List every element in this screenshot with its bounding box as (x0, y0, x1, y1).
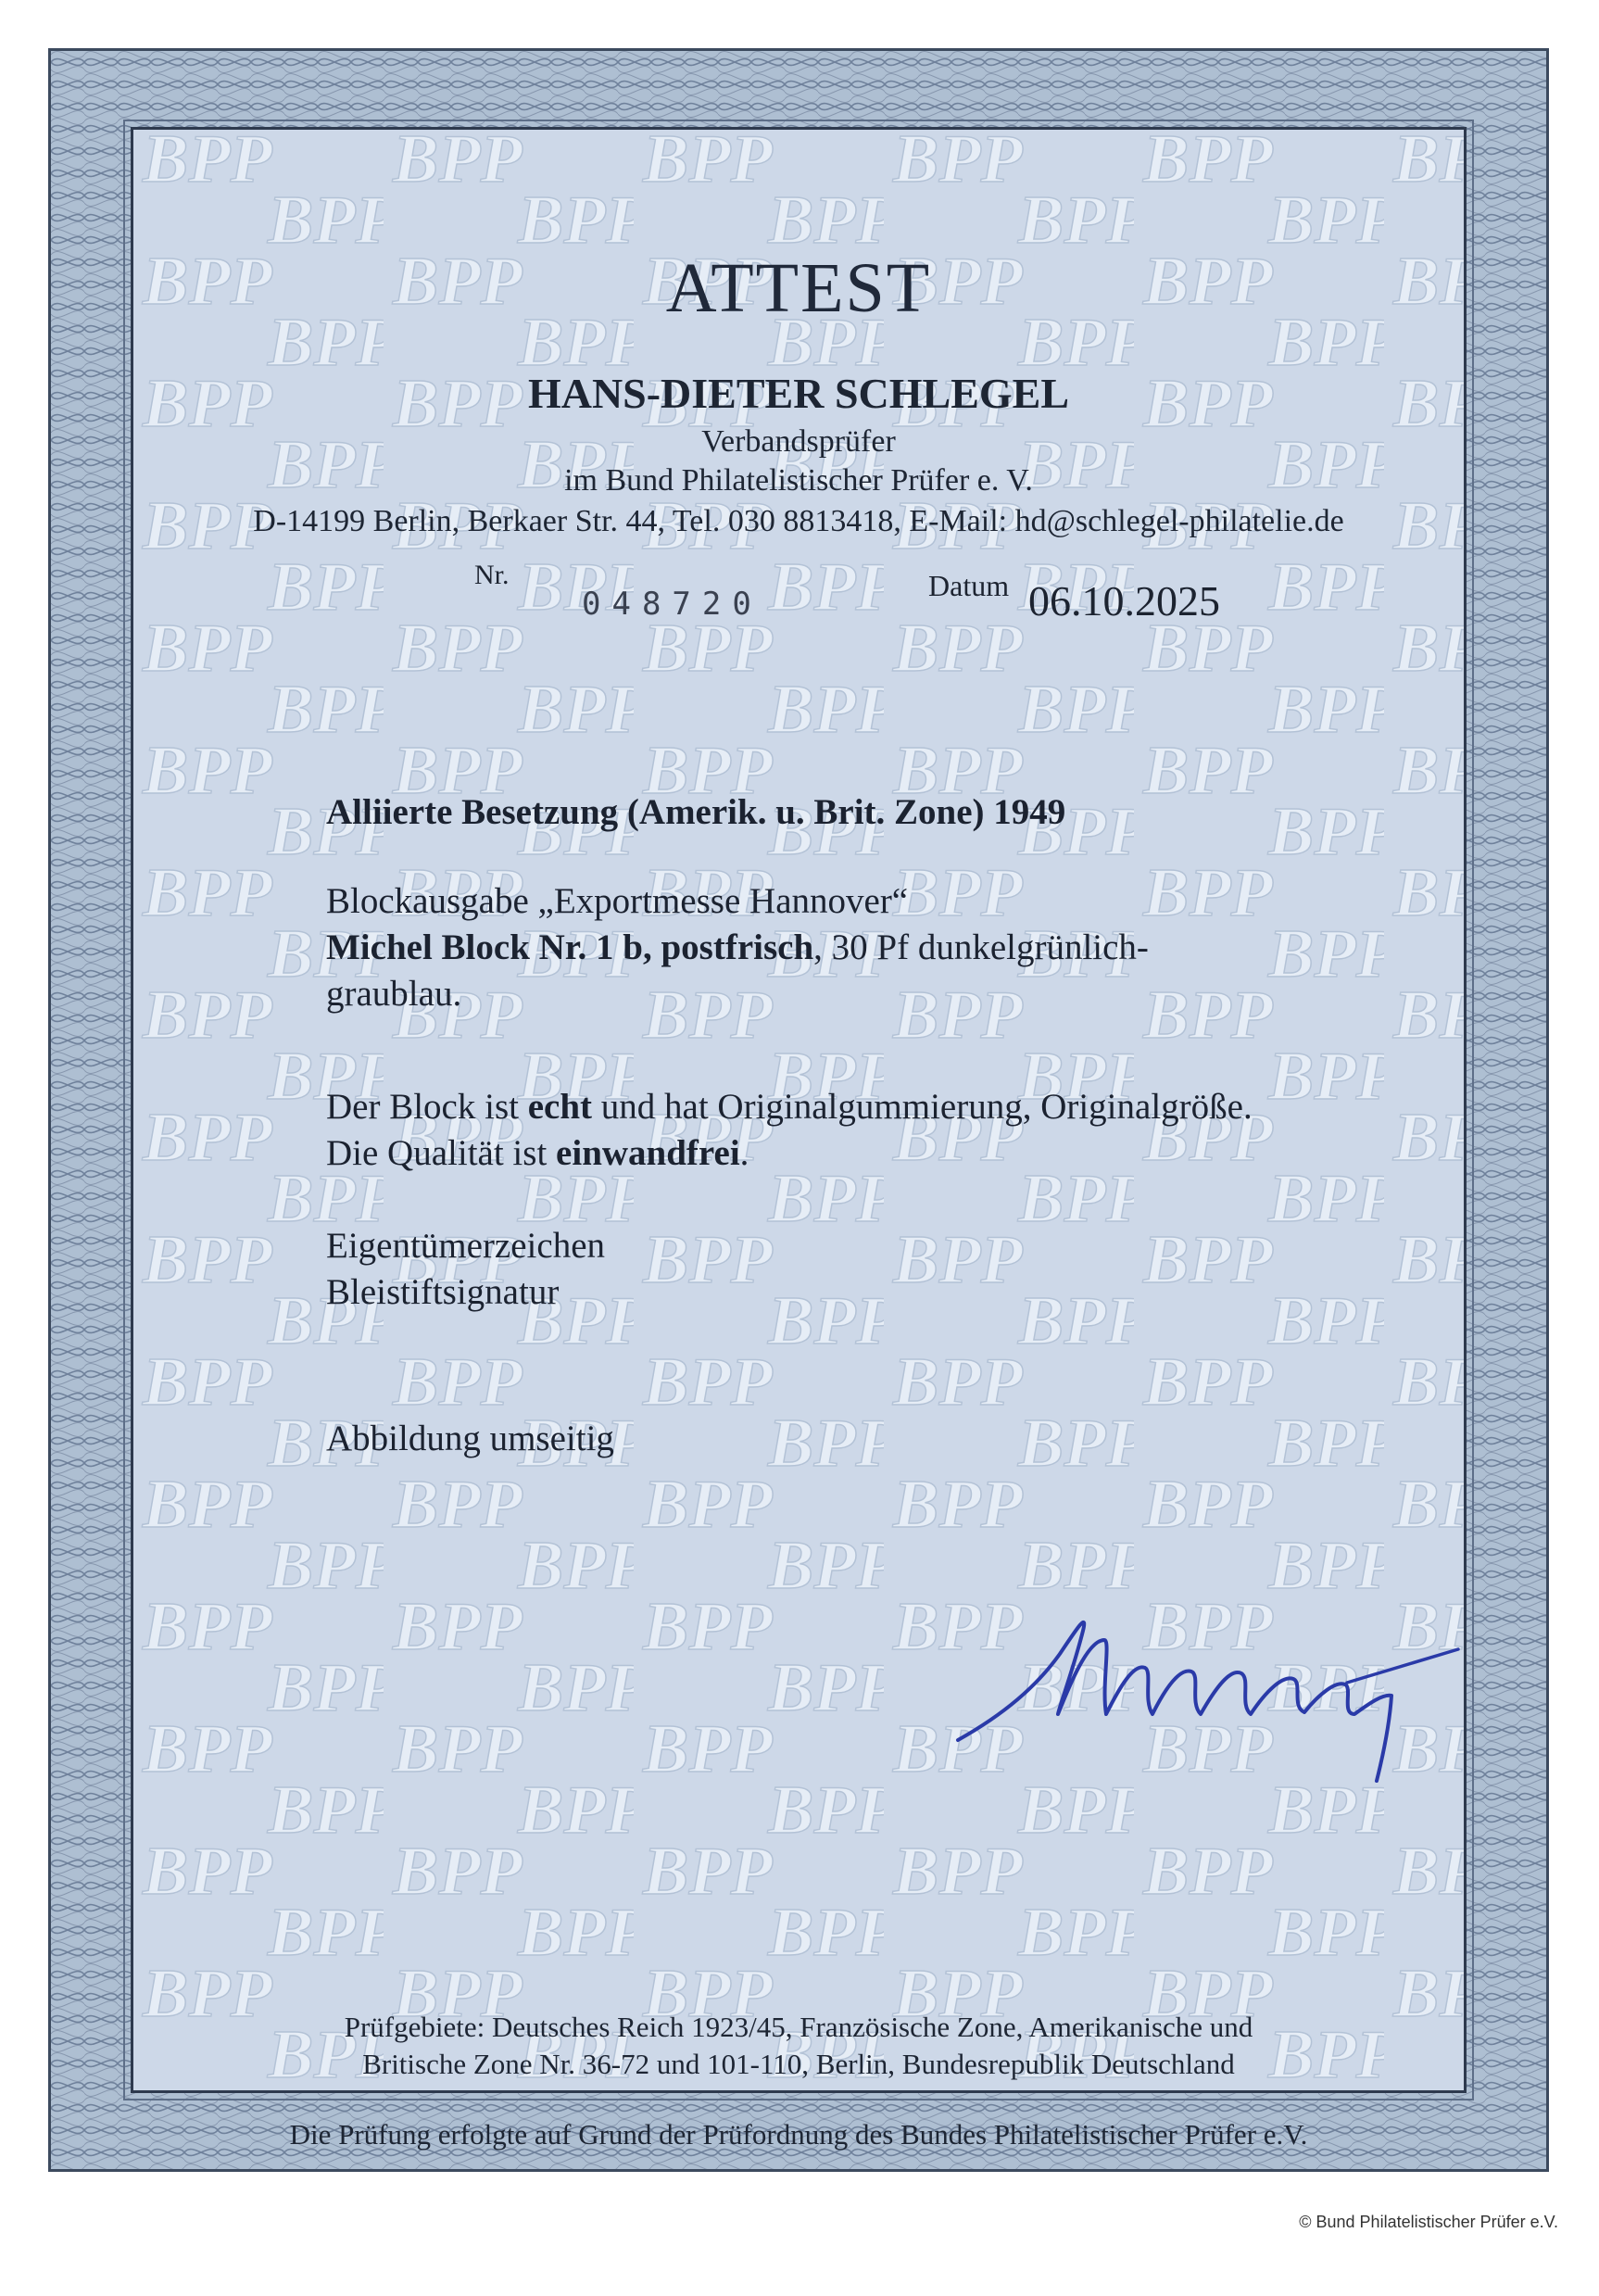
stamp-heading: Alliierte Besetzung (Amerik. u. Brit. Zone) 1949 (326, 792, 1066, 832)
exam-regulation-note: Die Prüfung erfolgte auf Grund der Prüfordnung des Bundes Philatelistischer Prüfer e.V. (289, 2118, 1308, 2151)
quality-genuine: echt (527, 1087, 593, 1127)
marks-section (326, 1223, 605, 1316)
examiner-role: Verbandsprüfer (701, 424, 896, 459)
michel-colour: , 30 Pf dunkelgrünlich- (813, 927, 1149, 967)
exam-areas-line-1: Prüfgebiete: Deutsches Reich 1923/45, Französische Zone, Amerikanische und (344, 2011, 1253, 2043)
michel-line (326, 925, 1149, 971)
quality-1a: Der Block ist (326, 1087, 528, 1127)
stamp-description (326, 878, 1149, 1017)
examiner-address: D-14199 Berlin, Berkaer Str. 44, Tel. 030 8813418, E-Mail: hd@schlegel-philatelie.de (253, 504, 1344, 538)
quality-flawless: einwandfrei (556, 1133, 740, 1173)
certificate-sheet (48, 48, 1549, 2172)
quality-1c: und hat Originalgummierung, Originalgröße. (592, 1087, 1253, 1127)
illustration-note: Abbildung umseitig (326, 1419, 614, 1458)
michel-colour-cont: graublau. (326, 974, 462, 1014)
quality-2a: Die Qualität ist (326, 1133, 557, 1173)
pencil-signature-note: Bleistiftsignatur (326, 1272, 560, 1312)
certificate-title: ATTEST (665, 249, 932, 327)
examiner-name: HANS-DIETER SCHLEGEL (527, 370, 1070, 417)
number-label: Nr. (474, 560, 510, 590)
certificate-number: 048720 (582, 586, 762, 623)
certificate-panel (131, 127, 1467, 2151)
quality-line-2 (326, 1130, 1253, 1177)
handwritten-signature (949, 1575, 1467, 1798)
quality-line-1 (326, 1084, 1253, 1130)
certificate-content (133, 130, 1464, 2151)
quality-2c: . (739, 1133, 749, 1173)
examiner-association: im Bund Philatelistischer Prüfer e. V. (564, 463, 1033, 498)
michel-number: Michel Block Nr. 1 b, postfrisch (326, 927, 814, 967)
exam-areas-line-2: Britische Zone Nr. 36-72 und 101-110, Berlin, Bundesrepublik Deutschland (362, 2048, 1235, 2080)
date-label: Datum (928, 569, 1010, 602)
certificate-date: 06.10.2025 (1028, 577, 1220, 624)
block-issue: Blockausgabe „Exportmesse Hannover“ (326, 881, 909, 921)
owner-marks: Eigentümerzeichen (326, 1226, 606, 1266)
copyright-notice: © Bund Philatelistischer Prüfer e.V. (1299, 2213, 1558, 2231)
quality-statement (326, 1084, 1253, 1177)
